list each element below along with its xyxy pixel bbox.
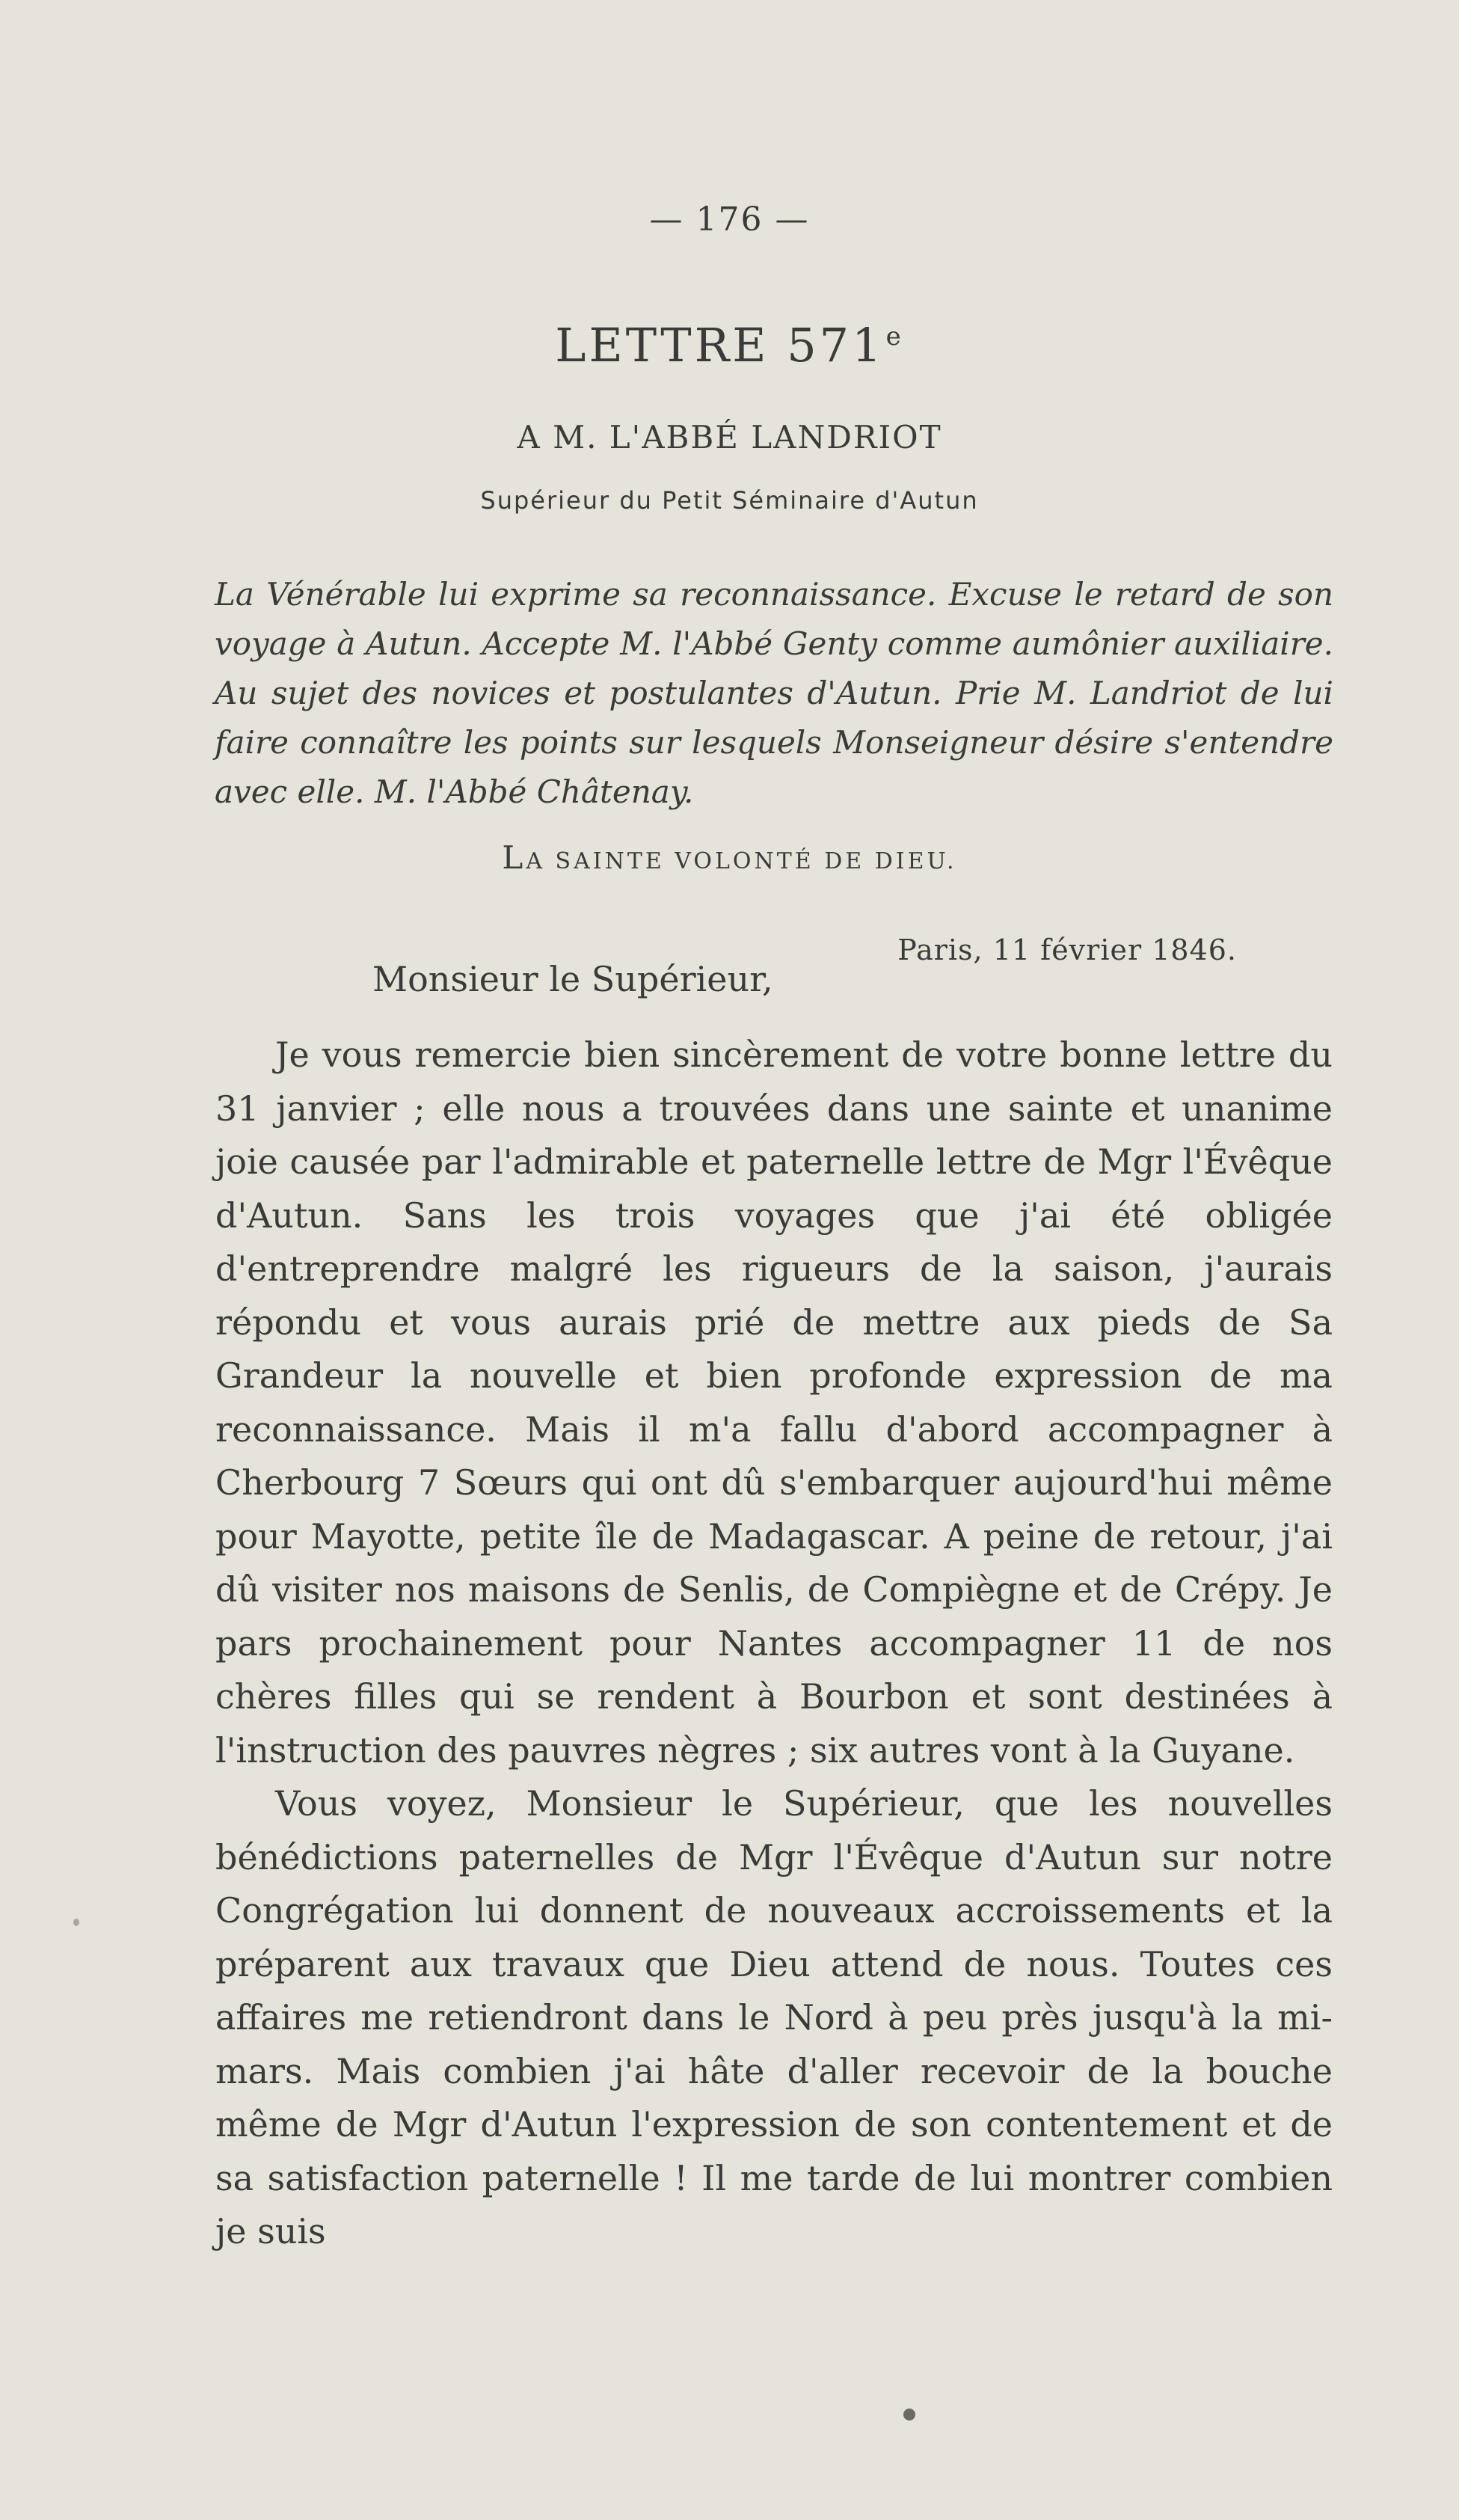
letter-title-superscript: e (885, 322, 904, 352)
page-number: — 176 — (649, 200, 810, 239)
dateline: Paris, 11 février 1846. (897, 933, 1237, 966)
salutation: Monsieur le Supérieur, (372, 959, 773, 999)
letter-title-text: LETTRE 571 (555, 318, 885, 373)
letter-recipient: A M. L'ABBÉ LANDRIOT (517, 419, 942, 456)
letter-summary: La Vénérable lui exprime sa reconnaissance. Excuse le retard de son voyage à Autun. Accepte M. l'Abbé Genty comme aumônier auxiliaire. Au sujet des novices et postulantes d'Autun. Prie M. Landriot de lui faire connaître les points sur lesquels Monseigneur désire s'entendre avec elle. M. l'Abbé Châtenay. (215, 576, 1333, 810)
motto: LA SAINTE VOLONTÉ DE DIEU. (502, 839, 957, 876)
letter-body (215, 1028, 1333, 2259)
body-paragraph: Je vous remercie bien sincèrement de votre bonne lettre du 31 janvier ; elle nous a trouvées dans une sainte et unanime joie causée par l'admirable et paternelle lettre de Mgr l'Évêque d'Autun. Sans les trois voyages que j'ai été obligée d'entreprendre malgré les rigueurs de la saison, j'aurais répondu et vous aurais prié de mettre aux pieds de Sa Grandeur la nouvelle et bien profonde expression de ma reconnaissance. Mais il m'a fallu d'abord accompagner à Cherbourg 7 Sœurs qui ont dû s'embarquer aujourd'hui même pour Mayotte, petite île de Madagascar. A peine de retour, j'ai dû visiter nos maisons de Senlis, de Compiègne et de Crépy. Je pars prochainement pour Nantes accompagner 11 de nos chères filles qui se rendent à Bourbon et sont destinées à l'instruction des pauvres nègres ; six autres vont à la Guyane. (215, 1034, 1333, 1771)
ink-speck (903, 2409, 915, 2421)
ink-speck (73, 1919, 79, 1926)
recipient-subtitle: Supérieur du Petit Séminaire d'Autun (480, 486, 979, 515)
letter-title (0, 318, 1459, 373)
body-paragraph: Vous voyez, Monsieur le Supérieur, que les nouvelles bénédictions paternelles de Mgr l'Évêque d'Autun sur notre Congrégation lui donnent de nouveaux accroissements et la préparent aux travaux que Dieu attend de nous. Toutes ces affaires me retiendront dans le Nord à peu près jusqu'à la mi-mars. Mais combien j'ai hâte d'aller recevoir de la bouche même de Mgr d'Autun l'expression de son contentement et de sa satisfaction paternelle ! Il me tarde de lui montrer combien je suis (215, 1783, 1333, 2251)
